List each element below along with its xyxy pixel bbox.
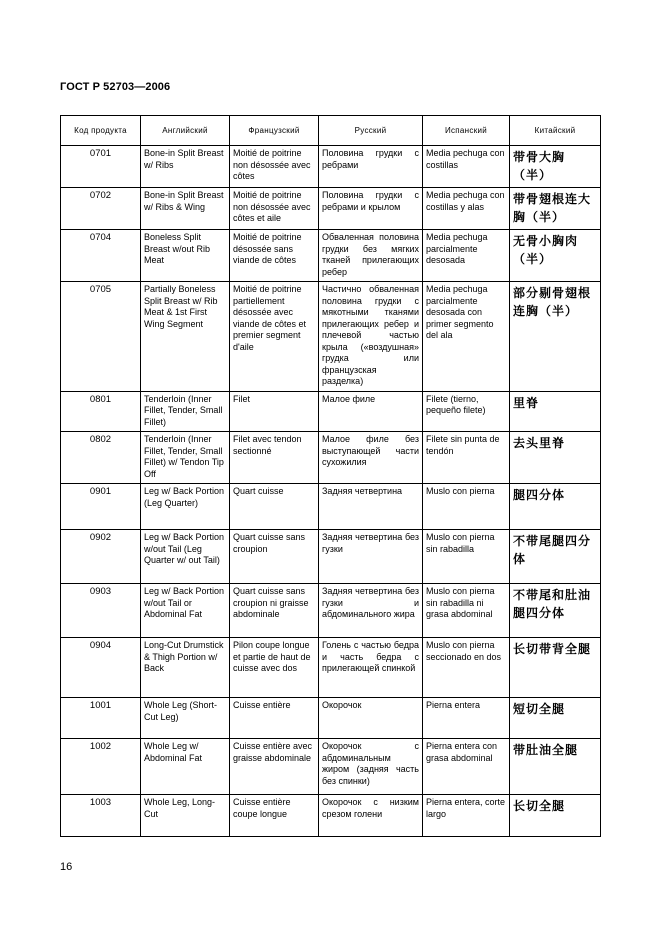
cell-french: Moitié de poitrine désossée sans viande de côtes bbox=[230, 230, 319, 282]
header-chinese: Китайский bbox=[510, 116, 601, 146]
table-row bbox=[61, 282, 601, 392]
cell-english: Whole Leg (Short-Cut Leg) bbox=[141, 698, 230, 739]
header-russian: Русский bbox=[319, 116, 423, 146]
cell-code: 1003 bbox=[61, 795, 141, 837]
cell-spanish: Muslo con pierna seccionado en dos bbox=[423, 638, 510, 698]
cell-russian: Задняя четвертина без гузки bbox=[319, 530, 423, 584]
document-standard-number: ГОСТ Р 52703—2006 bbox=[60, 81, 171, 93]
chinese-text: 无骨小胸肉（半） bbox=[513, 234, 579, 266]
cell-code: 0701 bbox=[61, 146, 141, 188]
cell-chinese bbox=[510, 146, 601, 188]
chinese-text: 带骨大胸（半） bbox=[513, 150, 566, 182]
cell-spanish: Muslo con pierna sin rabadilla bbox=[423, 530, 510, 584]
cell-english: Bone-in Split Breast w/ Ribs & Wing bbox=[141, 188, 230, 230]
cell-code: 0901 bbox=[61, 484, 141, 530]
table-row bbox=[61, 739, 601, 795]
chinese-text: 部分剔骨翅根连胸（半） bbox=[513, 286, 592, 318]
cell-english: Partially Boneless Split Breast w/ Rib Meat & 1st First Wing Segment bbox=[141, 282, 230, 392]
chinese-text: 不带尾和肚油腿四分体 bbox=[513, 588, 592, 620]
table-row bbox=[61, 432, 601, 484]
cell-russian: Окорочок с абдоминальным жиром (задняя часть без спинки) bbox=[319, 739, 423, 795]
cell-russian: Малое филе без выступающей части сухожилия bbox=[319, 432, 423, 484]
cell-spanish: Filete (tierno, pequeño filete) bbox=[423, 391, 510, 432]
table-row bbox=[61, 188, 601, 230]
table-row bbox=[61, 484, 601, 530]
cell-french: Cuisse entière coupe longue bbox=[230, 795, 319, 837]
cell-french: Moitié de poitrine non désossée avec côtes et aile bbox=[230, 188, 319, 230]
cell-french: Quart cuisse sans croupion ni graisse abdominale bbox=[230, 584, 319, 638]
page-number: 16 bbox=[60, 861, 73, 873]
cell-chinese bbox=[510, 698, 601, 739]
cell-french: Pilon coupe longue et partie de haut de cuisse avec dos bbox=[230, 638, 319, 698]
cell-code: 0802 bbox=[61, 432, 141, 484]
cell-code: 0904 bbox=[61, 638, 141, 698]
chinese-text: 长切带背全腿 bbox=[513, 642, 592, 656]
header-french: Французский bbox=[230, 116, 319, 146]
cell-english: Whole Leg w/ Abdominal Fat bbox=[141, 739, 230, 795]
cell-chinese bbox=[510, 638, 601, 698]
cell-spanish: Muslo con pierna sin rabadilla ni grasa abdominal bbox=[423, 584, 510, 638]
table-row bbox=[61, 391, 601, 432]
table-row bbox=[61, 698, 601, 739]
table-row bbox=[61, 530, 601, 584]
table-row bbox=[61, 795, 601, 837]
chinese-text: 短切全腿 bbox=[513, 702, 566, 716]
cell-chinese bbox=[510, 391, 601, 432]
chinese-text: 去头里脊 bbox=[513, 436, 566, 450]
cell-russian: Частично обваленная половина грудки с мякотными тканями прилегающих ребер и плечевой частью крыла («воздушная» грудка или французская разделка) bbox=[319, 282, 423, 392]
cell-chinese bbox=[510, 188, 601, 230]
cell-code: 0903 bbox=[61, 584, 141, 638]
cell-spanish: Pierna entera con grasa abdominal bbox=[423, 739, 510, 795]
cell-spanish: Filete sin punta de tendón bbox=[423, 432, 510, 484]
cell-english: Leg w/ Back Portion (Leg Quarter) bbox=[141, 484, 230, 530]
cell-code: 1001 bbox=[61, 698, 141, 739]
cell-code: 0704 bbox=[61, 230, 141, 282]
cell-chinese bbox=[510, 484, 601, 530]
cell-spanish: Media pechuga con costillas y alas bbox=[423, 188, 510, 230]
cell-russian: Голень с частью бедра и часть бедра с прилегающей спинкой bbox=[319, 638, 423, 698]
cell-chinese bbox=[510, 739, 601, 795]
cell-french: Filet avec tendon sectionné bbox=[230, 432, 319, 484]
cell-russian: Окорочок bbox=[319, 698, 423, 739]
table-row bbox=[61, 146, 601, 188]
table-header-row bbox=[61, 116, 601, 146]
cell-chinese bbox=[510, 282, 601, 392]
cell-russian: Половина грудки с ребрами bbox=[319, 146, 423, 188]
cell-russian: Задняя четвертина без гузки и абдоминального жира bbox=[319, 584, 423, 638]
cell-french: Filet bbox=[230, 391, 319, 432]
cell-spanish: Pierna entera bbox=[423, 698, 510, 739]
table-row bbox=[61, 638, 601, 698]
header-spanish: Испанский bbox=[423, 116, 510, 146]
cell-french: Cuisse entière avec graisse abdominale bbox=[230, 739, 319, 795]
cell-chinese bbox=[510, 795, 601, 837]
cell-russian: Малое филе bbox=[319, 391, 423, 432]
cell-code: 1002 bbox=[61, 739, 141, 795]
chinese-text: 腿四分体 bbox=[513, 488, 566, 502]
cell-spanish: Media pechuga con costillas bbox=[423, 146, 510, 188]
cell-russian: Задняя четвертина bbox=[319, 484, 423, 530]
cell-chinese bbox=[510, 584, 601, 638]
cell-russian: Обваленная половина грудки без мягких тканей прилегающих ребер bbox=[319, 230, 423, 282]
cell-chinese bbox=[510, 432, 601, 484]
cell-french: Quart cuisse bbox=[230, 484, 319, 530]
cell-code: 0801 bbox=[61, 391, 141, 432]
cell-french: Moitié de poitrine partiellement désossée avec viande de côtes et premier segment d'aile bbox=[230, 282, 319, 392]
cell-english: Boneless Split Breast w/out Rib Meat bbox=[141, 230, 230, 282]
cell-french: Moitié de poitrine non désossée avec côtes bbox=[230, 146, 319, 188]
table-row bbox=[61, 230, 601, 282]
cell-russian: Половина грудки с ребрами и крылом bbox=[319, 188, 423, 230]
cell-english: Whole Leg, Long-Cut bbox=[141, 795, 230, 837]
header-english: Английский bbox=[141, 116, 230, 146]
chinese-text: 里脊 bbox=[513, 395, 540, 410]
cell-spanish: Media pechuga parcialmente desosada bbox=[423, 230, 510, 282]
cell-english: Bone-in Split Breast w/ Ribs bbox=[141, 146, 230, 188]
cell-chinese bbox=[510, 230, 601, 282]
cell-chinese bbox=[510, 530, 601, 584]
cell-code: 0705 bbox=[61, 282, 141, 392]
table-row bbox=[61, 584, 601, 638]
product-codes-table bbox=[60, 115, 601, 837]
cell-spanish: Pierna entera, corte largo bbox=[423, 795, 510, 837]
cell-english: Tenderloin (Inner Fillet, Tender, Small Fillet) bbox=[141, 391, 230, 432]
chinese-text: 带肚油全腿 bbox=[513, 743, 579, 757]
chinese-text: 不带尾腿四分体 bbox=[513, 534, 592, 566]
cell-spanish: Muslo con pierna bbox=[423, 484, 510, 530]
chinese-text: 带骨翅根连大胸（半） bbox=[513, 192, 592, 224]
cell-english: Long-Cut Drumstick & Thigh Portion w/ Back bbox=[141, 638, 230, 698]
cell-french: Cuisse entière bbox=[230, 698, 319, 739]
cell-code: 0902 bbox=[61, 530, 141, 584]
cell-french: Quart cuisse sans croupion bbox=[230, 530, 319, 584]
cell-russian: Окорочок с низким срезом голени bbox=[319, 795, 423, 837]
cell-spanish: Media pechuga parcialmente desosada con primer segmento del ala bbox=[423, 282, 510, 392]
cell-code: 0702 bbox=[61, 188, 141, 230]
cell-english: Leg w/ Back Portion w/out Tail (Leg Quarter w/ out Tail) bbox=[141, 530, 230, 584]
header-product-code: Код продукта bbox=[61, 116, 141, 146]
cell-english: Tenderloin (Inner Fillet, Tender, Small Fillet) w/ Tendon Tip Off bbox=[141, 432, 230, 484]
cell-english: Leg w/ Back Portion w/out Tail or Abdominal Fat bbox=[141, 584, 230, 638]
chinese-text: 长切全腿 bbox=[513, 799, 566, 813]
